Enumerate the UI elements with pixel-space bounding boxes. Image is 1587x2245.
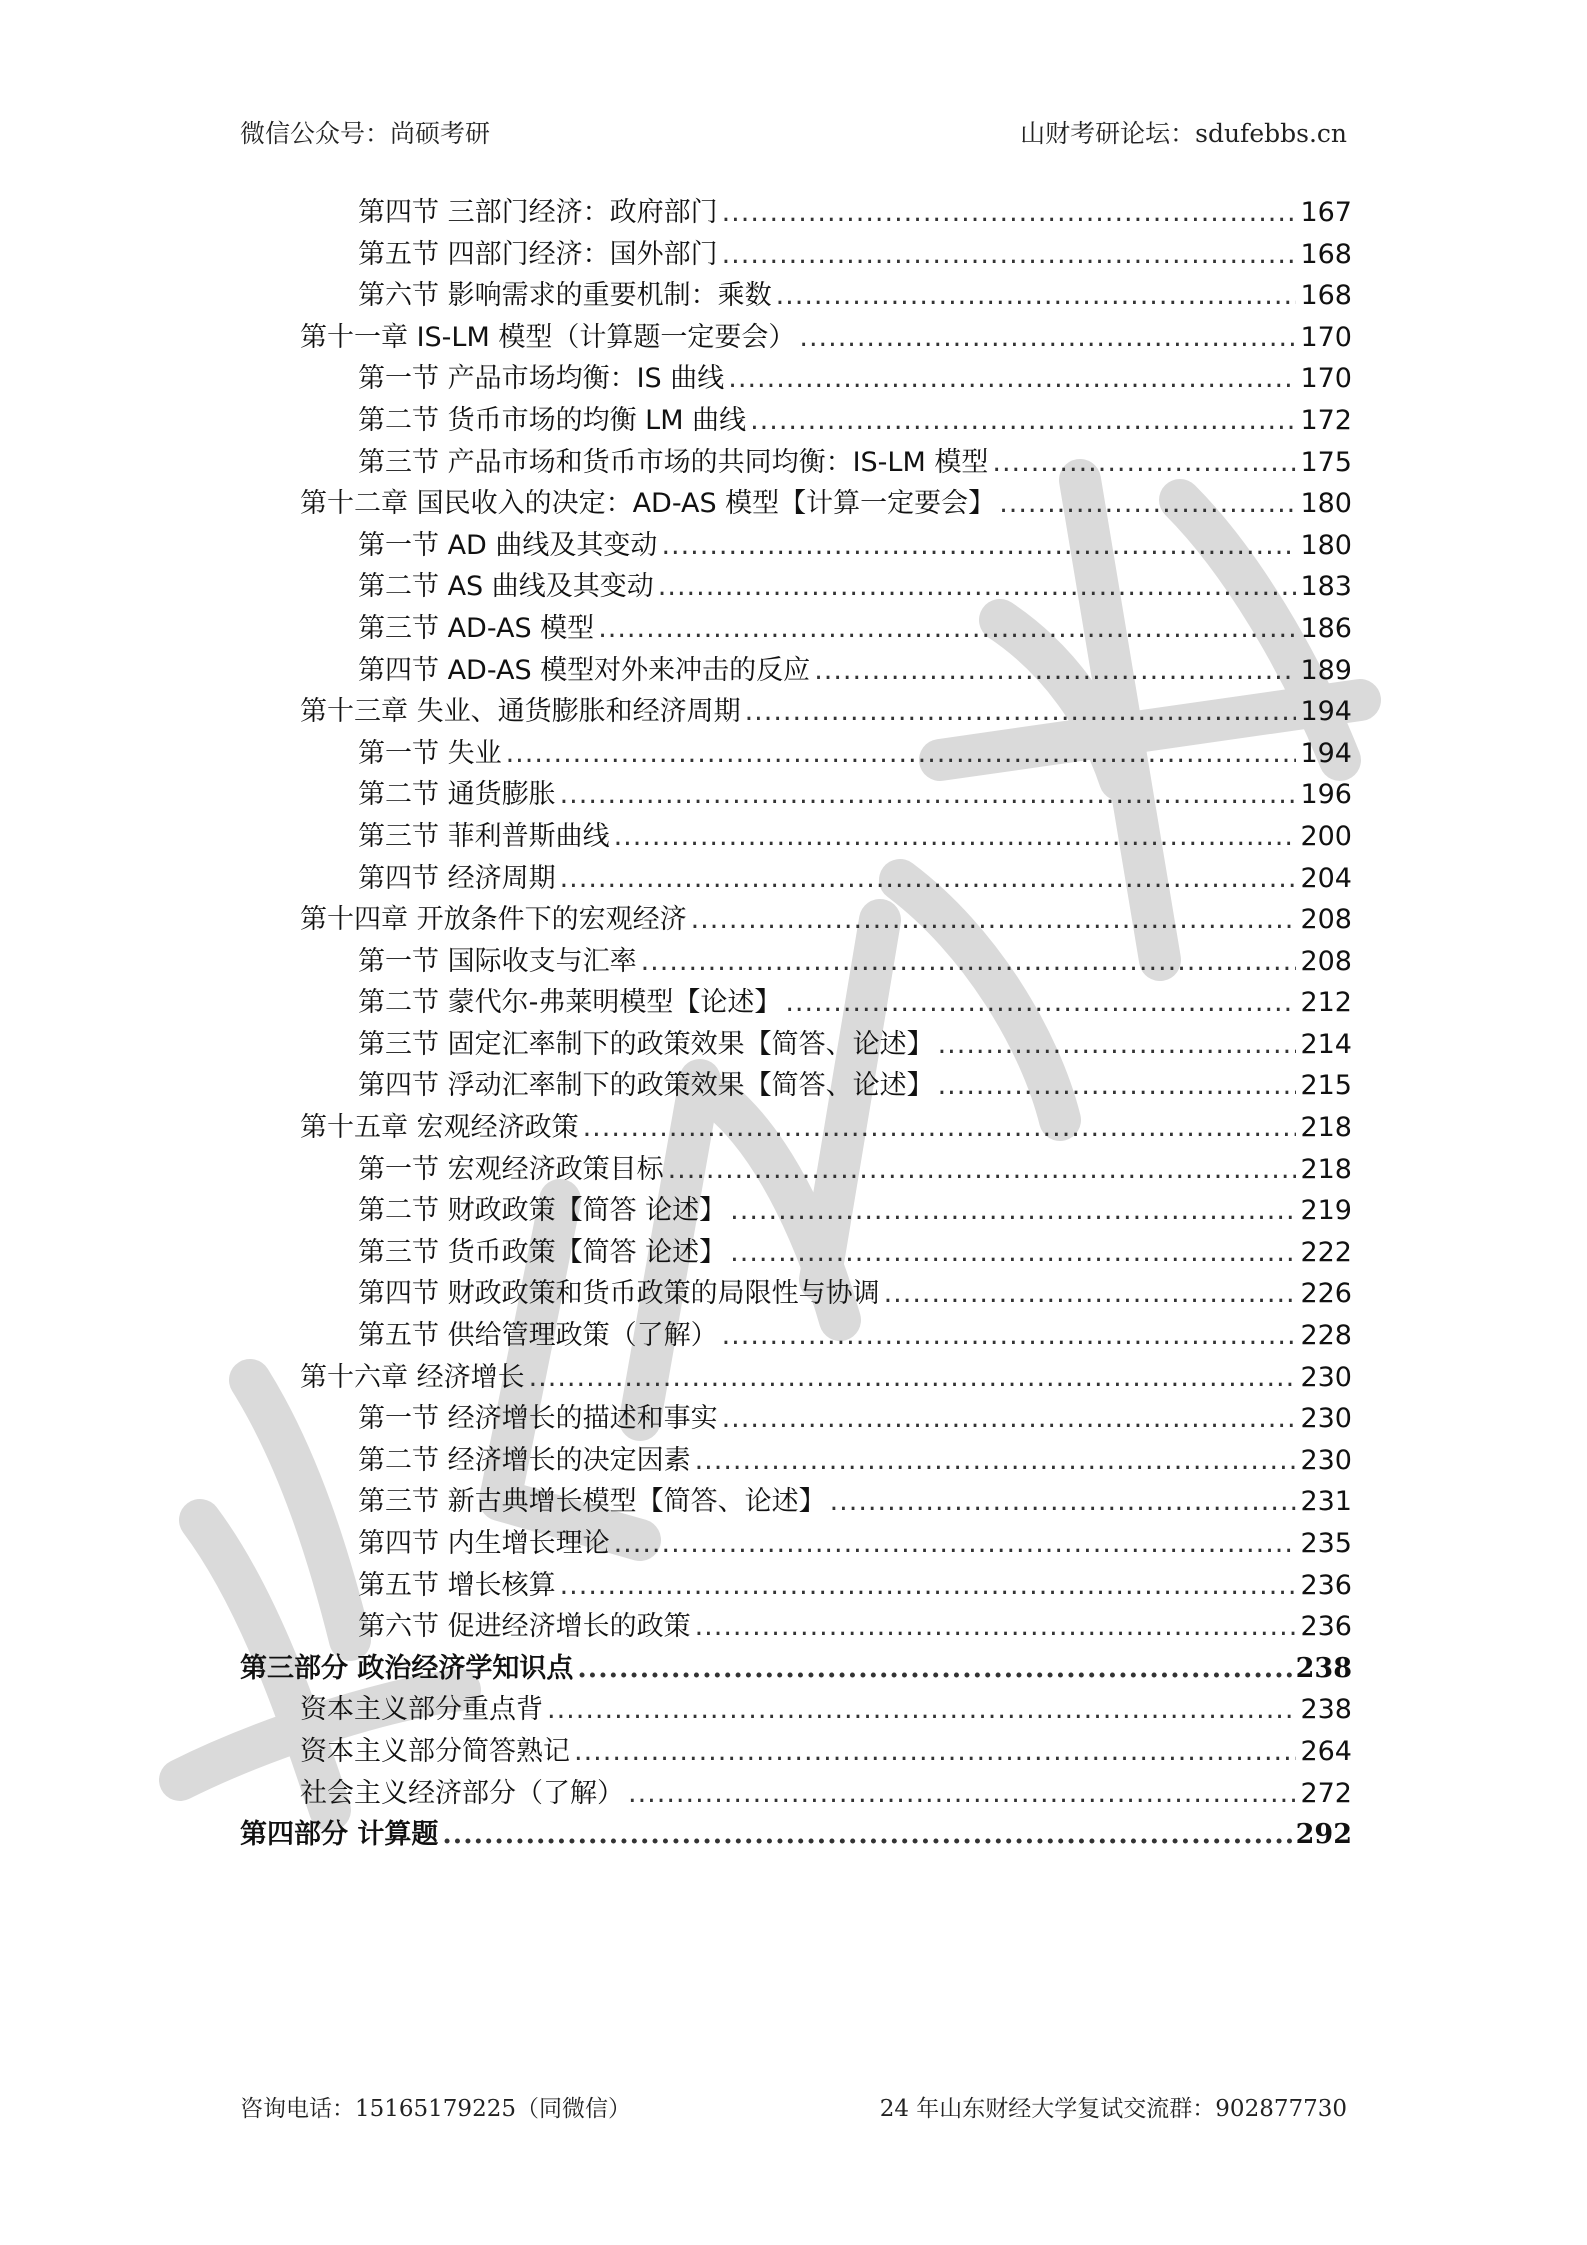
toc-section-entry[interactable] [240, 650, 1352, 692]
toc-page-number: 231 [1300, 1486, 1352, 1518]
toc-dot-leader [799, 317, 1296, 359]
header-forum-site: 山财考研论坛：sdufebbs.cn [1020, 119, 1347, 148]
toc-section-entry[interactable] [240, 1523, 1352, 1565]
toc-page-number: 208 [1300, 904, 1352, 936]
toc-entry-title: 第三节 AD-AS 模型 [358, 612, 595, 644]
toc-entry-title: 资本主义部分简答熟记 [300, 1735, 570, 1767]
toc-entry-title: 第一节 宏观经济政策目标 [358, 1153, 664, 1185]
toc-page-number: 230 [1300, 1403, 1352, 1435]
toc-entry-title: 第三节 货币政策【简答 论述】 [358, 1236, 727, 1268]
toc-entry-title: 第四节 AD-AS 模型对外来冲击的反应 [358, 654, 811, 686]
toc-chapter-entry[interactable] [240, 483, 1352, 525]
toc-page-number: 236 [1300, 1569, 1352, 1601]
toc-entry-title: 第三部分 政治经济学知识点 [240, 1652, 574, 1684]
toc-dot-leader [668, 1149, 1296, 1191]
toc-dot-leader [814, 650, 1296, 692]
toc-page-number: 183 [1300, 571, 1352, 603]
toc-entry-title: 第四部分 计算题 [240, 1819, 439, 1851]
toc-section-entry[interactable] [240, 1273, 1352, 1315]
toc-section-entry[interactable] [240, 1481, 1352, 1523]
toc-section-entry[interactable] [240, 1315, 1352, 1357]
toc-page-number: 238 [1300, 1694, 1352, 1726]
toc-entry-title: 第五节 增长核算 [358, 1569, 556, 1601]
toc-dot-leader [695, 1440, 1296, 1482]
toc-entry-title: 第一节 失业 [358, 737, 502, 769]
toc-section-entry[interactable] [240, 1024, 1352, 1066]
toc-dot-leader [745, 691, 1296, 733]
header-wechat-account: 微信公众号：尚硕考研 [240, 119, 491, 148]
toc-section-entry[interactable] [240, 1440, 1352, 1482]
toc-entry-title: 第三节 固定汇率制下的政策效果【简答、论述】 [358, 1028, 934, 1060]
toc-dot-leader [992, 442, 1296, 484]
toc-dot-leader [614, 1523, 1296, 1565]
toc-entry-title: 第四节 经济周期 [358, 862, 556, 894]
toc-page-number: 238 [1295, 1652, 1352, 1684]
toc-section-entry[interactable] [240, 192, 1352, 234]
toc-dot-leader [830, 1481, 1296, 1523]
toc-dot-leader [722, 1398, 1296, 1440]
toc-page-number: 235 [1300, 1528, 1352, 1559]
toc-dot-leader [785, 982, 1296, 1024]
footer-contact-phone: 咨询电话：15165179225（同微信） [240, 2096, 631, 2122]
toc-page-number: 175 [1300, 446, 1352, 478]
toc-dot-leader [547, 1689, 1296, 1731]
toc-dot-leader [661, 525, 1296, 567]
toc-page-number: 186 [1300, 612, 1352, 644]
toc-entry-title: 第十二章 国民收入的决定：AD-AS 模型【计算一定要会】 [300, 488, 996, 520]
toc-page-number: 167 [1300, 197, 1352, 228]
toc-page-number: 218 [1300, 1153, 1352, 1185]
toc-section-entry[interactable] [240, 1065, 1352, 1107]
toc-part-entry[interactable] [240, 1814, 1352, 1856]
toc-dot-leader [728, 358, 1296, 400]
toc-section-entry[interactable] [240, 275, 1352, 317]
table-of-contents [240, 192, 1352, 1856]
toc-entry-title: 第六节 促进经济增长的政策 [358, 1611, 691, 1643]
toc-entry-title: 第三节 菲利普斯曲线 [358, 820, 610, 852]
toc-chapter-entry[interactable] [240, 1357, 1352, 1399]
toc-dot-leader [722, 1315, 1296, 1357]
toc-page-number: 168 [1300, 238, 1352, 270]
toc-section-entry[interactable] [240, 1149, 1352, 1191]
toc-chapter-entry[interactable] [240, 899, 1352, 941]
toc-entry-title: 第四节 内生增长理论 [358, 1528, 610, 1559]
toc-page-number: 196 [1300, 779, 1352, 811]
toc-dot-leader [884, 1273, 1296, 1315]
toc-page-number: 194 [1300, 696, 1352, 728]
toc-chapter-entry[interactable] [240, 1731, 1352, 1773]
toc-dot-leader [730, 1232, 1296, 1274]
toc-entry-title: 第四节 浮动汇率制下的政策效果【简答、论述】 [358, 1070, 934, 1102]
toc-section-entry[interactable] [240, 358, 1352, 400]
toc-dot-leader [577, 1648, 1291, 1690]
toc-page-number: 180 [1300, 529, 1352, 561]
toc-entry-title: 第二节 通货膨胀 [358, 779, 556, 811]
page-footer [240, 2090, 1347, 2123]
toc-dot-leader [750, 400, 1296, 442]
toc-part-entry[interactable] [240, 1648, 1352, 1690]
toc-entry-title: 第十五章 宏观经济政策 [300, 1112, 579, 1144]
toc-dot-leader [695, 1606, 1296, 1648]
toc-page-number: 222 [1300, 1236, 1352, 1268]
toc-dot-leader [560, 774, 1296, 816]
toc-dot-leader [776, 275, 1296, 317]
toc-section-entry[interactable] [240, 858, 1352, 900]
toc-dot-leader [938, 1065, 1296, 1107]
toc-entry-title: 第一节 产品市场均衡：IS 曲线 [358, 363, 725, 395]
toc-entry-title: 第十六章 经济增长 [300, 1361, 525, 1393]
toc-entry-title: 第一节 AD 曲线及其变动 [358, 529, 658, 561]
toc-entry-title: 第三节 新古典增长模型【简答、论述】 [358, 1486, 826, 1518]
toc-page-number: 200 [1300, 820, 1352, 852]
toc-entry-title: 第四节 财政政策和货币政策的局限性与协调 [358, 1278, 880, 1310]
toc-page-number: 180 [1300, 488, 1352, 520]
toc-section-entry[interactable] [240, 400, 1352, 442]
toc-dot-leader [560, 858, 1296, 900]
toc-entry-title: 第十三章 失业、通货膨胀和经济周期 [300, 696, 741, 728]
toc-entry-title: 第五节 四部门经济：国外部门 [358, 238, 718, 270]
toc-page-number: 208 [1300, 945, 1352, 977]
toc-section-entry[interactable] [240, 525, 1352, 567]
toc-entry-title: 社会主义经济部分（了解） [300, 1777, 624, 1809]
toc-entry-title: 第五节 供给管理政策（了解） [358, 1320, 718, 1352]
toc-page-number: 170 [1300, 321, 1352, 353]
toc-page-number: 236 [1300, 1611, 1352, 1643]
toc-chapter-entry[interactable] [240, 1689, 1352, 1731]
toc-entry-title: 第二节 蒙代尔-弗莱明模型【论述】 [358, 987, 782, 1019]
toc-page-number: 189 [1300, 654, 1352, 686]
toc-chapter-entry[interactable] [240, 1107, 1352, 1149]
toc-dot-leader [506, 733, 1296, 775]
toc-page-number: 292 [1295, 1819, 1352, 1851]
toc-section-entry[interactable] [240, 816, 1352, 858]
toc-dot-leader [641, 941, 1296, 983]
toc-entry-title: 第六节 影响需求的重要机制：乘数 [358, 280, 772, 312]
toc-section-entry[interactable] [240, 733, 1352, 775]
toc-dot-leader [598, 608, 1296, 650]
footer-group-number: 24 年山东财经大学复试交流群：902877730 [879, 2096, 1347, 2122]
toc-section-entry[interactable] [240, 982, 1352, 1024]
toc-dot-leader [722, 192, 1296, 234]
toc-section-entry[interactable] [240, 566, 1352, 608]
toc-entry-title: 第二节 经济增长的决定因素 [358, 1444, 691, 1476]
toc-dot-leader [722, 234, 1296, 276]
toc-dot-leader [628, 1773, 1296, 1815]
toc-entry-title: 第三节 产品市场和货币市场的共同均衡：IS-LM 模型 [358, 446, 989, 478]
toc-entry-title: 第一节 经济增长的描述和事实 [358, 1403, 718, 1435]
toc-entry-title: 第一节 国际收支与汇率 [358, 945, 637, 977]
toc-section-entry[interactable] [240, 1232, 1352, 1274]
toc-section-entry[interactable] [240, 442, 1352, 484]
toc-dot-leader [583, 1107, 1296, 1149]
toc-section-entry[interactable] [240, 774, 1352, 816]
toc-page-number: 172 [1300, 404, 1352, 436]
toc-entry-title: 第二节 货币市场的均衡 LM 曲线 [358, 404, 747, 436]
toc-page-number: 218 [1300, 1112, 1352, 1144]
toc-dot-leader [560, 1565, 1296, 1607]
toc-page-number: 204 [1300, 862, 1352, 894]
toc-entry-title: 第十一章 IS-LM 模型（计算题一定要会） [300, 321, 796, 353]
toc-dot-leader [658, 566, 1296, 608]
toc-chapter-entry[interactable] [240, 317, 1352, 359]
toc-dot-leader [730, 1190, 1296, 1232]
toc-page-number: 272 [1300, 1777, 1352, 1809]
toc-dot-leader [691, 899, 1296, 941]
toc-section-entry[interactable] [240, 941, 1352, 983]
toc-section-entry[interactable] [240, 1565, 1352, 1607]
toc-dot-leader [574, 1731, 1296, 1773]
page-header [240, 114, 1347, 150]
toc-page-number: 226 [1300, 1278, 1352, 1310]
toc-section-entry[interactable] [240, 234, 1352, 276]
toc-section-entry[interactable] [240, 1606, 1352, 1648]
toc-dot-leader [442, 1814, 1291, 1856]
toc-page-number: 168 [1300, 280, 1352, 312]
toc-page-number: 214 [1300, 1028, 1352, 1060]
toc-entry-title: 第四节 三部门经济：政府部门 [358, 197, 718, 228]
toc-page-number: 230 [1300, 1361, 1352, 1393]
toc-section-entry[interactable] [240, 608, 1352, 650]
toc-chapter-entry[interactable] [240, 691, 1352, 733]
toc-chapter-entry[interactable] [240, 1773, 1352, 1815]
toc-page-number: 194 [1300, 737, 1352, 769]
toc-page-number: 212 [1300, 987, 1352, 1019]
toc-page-number: 219 [1300, 1195, 1352, 1227]
toc-entry-title: 资本主义部分重点背 [300, 1694, 543, 1726]
toc-dot-leader [529, 1357, 1296, 1399]
toc-dot-leader [999, 483, 1296, 525]
toc-entry-title: 第二节 AS 曲线及其变动 [358, 571, 654, 603]
toc-section-entry[interactable] [240, 1190, 1352, 1232]
toc-dot-leader [938, 1024, 1296, 1066]
toc-dot-leader [614, 816, 1296, 858]
toc-page-number: 264 [1300, 1735, 1352, 1767]
toc-page-number: 215 [1300, 1070, 1352, 1102]
toc-entry-title: 第二节 财政政策【简答 论述】 [358, 1195, 727, 1227]
toc-page-number: 228 [1300, 1320, 1352, 1352]
toc-page-number: 170 [1300, 363, 1352, 395]
toc-page-number: 230 [1300, 1444, 1352, 1476]
toc-entry-title: 第十四章 开放条件下的宏观经济 [300, 904, 687, 936]
toc-section-entry[interactable] [240, 1398, 1352, 1440]
